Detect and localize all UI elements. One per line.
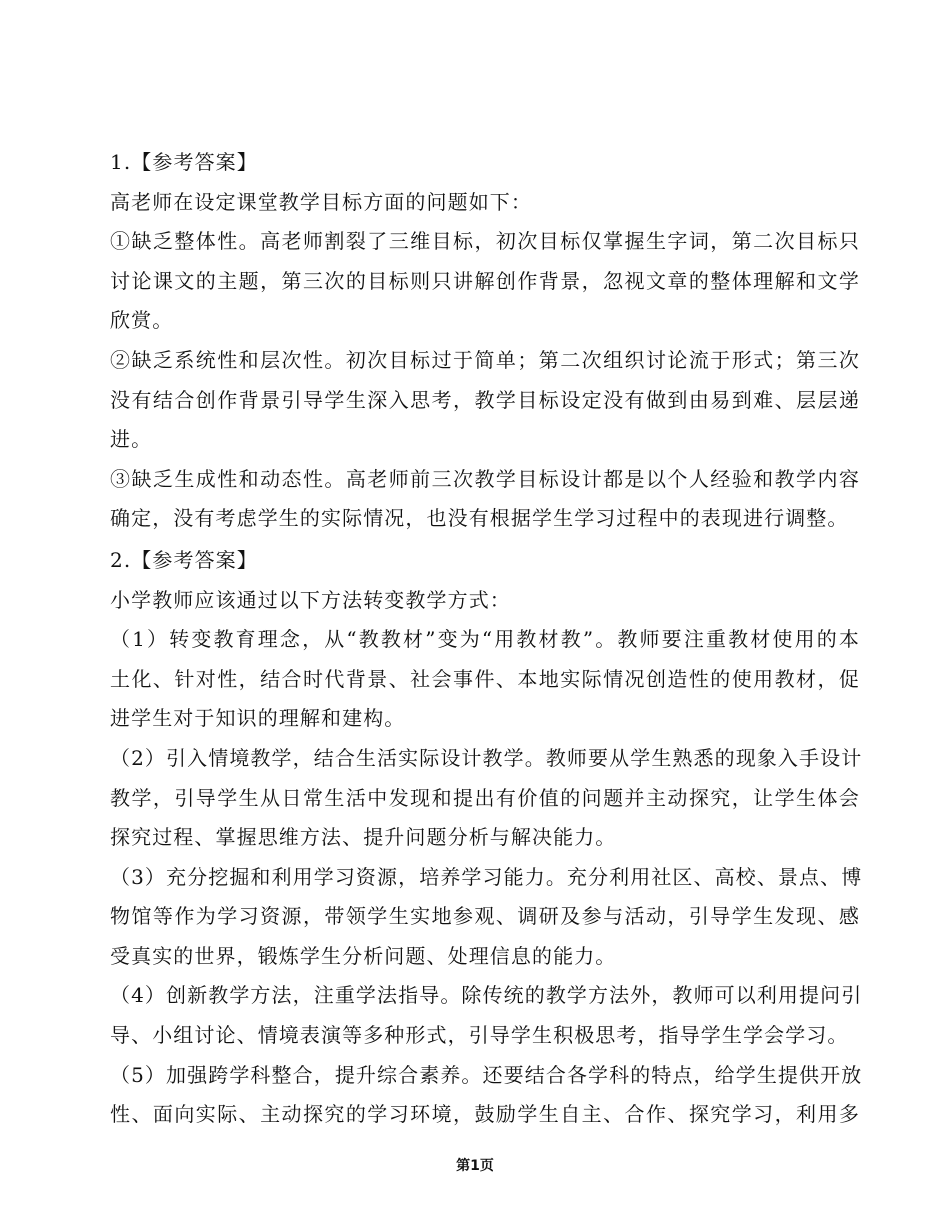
paragraph-line: 欣赏。 bbox=[110, 308, 174, 333]
paragraph-line: （4）创新教学方法，注重学法指导。除传统的教学方法外，教师可以利用提问引 bbox=[110, 983, 863, 1008]
paragraph-line: 探究过程、掌握思维方法、提升问题分析与解决能力。 bbox=[110, 825, 617, 850]
paragraph-line: （5）加强跨学科整合，提升综合素养。还要结合各学科的特点，给学生提供开放 bbox=[110, 1062, 863, 1087]
paragraph-line: 教学，引导学生从日常生活中发现和提出有价值的问题并主动探究，让学生体会 bbox=[110, 785, 860, 810]
paragraph-line: 进学生对于知识的理解和建构。 bbox=[110, 706, 406, 731]
section-heading: 1.【参考答案】 bbox=[110, 150, 258, 174]
section-intro: 小学教师应该通过以下方法转变教学方式： bbox=[110, 587, 511, 612]
paragraph-line: 没有结合创作背景引导学生深入思考，教学目标设定没有做到由易到难、层层递 bbox=[110, 387, 860, 412]
section-intro: 高老师在设定课堂教学目标方面的问题如下： bbox=[110, 189, 532, 214]
page-number: 第1页 bbox=[456, 1158, 494, 1174]
paragraph-line: ②缺乏系统性和层次性。初次目标过于简单；第二次组织讨论流于形式；第三次 bbox=[110, 347, 860, 372]
document-page bbox=[110, 143, 863, 1135]
paragraph-line: 讨论课文的主题，第三次的目标则只讲解创作背景，忽视文章的整体理解和文学 bbox=[110, 268, 860, 293]
paragraph-line: 受真实的世界，锻炼学生分析问题、处理信息的能力。 bbox=[110, 943, 617, 968]
paragraph-line: 物馆等作为学习资源，带领学生实地参观、调研及参与活动，引导学生发现、感 bbox=[110, 904, 860, 929]
paragraph-line: （2）引入情境教学，结合生活实际设计教学。教师要从学生熟悉的现象入手设计 bbox=[110, 745, 863, 770]
paragraph-line: （1）转变教育理念，从“教教材”变为“用教材教”。教师要注重教材使用的本 bbox=[110, 627, 860, 652]
paragraph-line: 进。 bbox=[110, 427, 153, 452]
paragraph-line: （3）充分挖掘和利用学习资源，培养学习能力。充分利用社区、高校、景点、博 bbox=[110, 864, 863, 889]
paragraph-line: ①缺乏整体性。高老师割裂了三维目标，初次目标仅掌握生字词，第二次目标只 bbox=[110, 229, 860, 254]
paragraph-line: ③缺乏生成性和动态性。高老师前三次教学目标设计都是以个人经验和教学内容 bbox=[110, 466, 860, 491]
paragraph-line: 土化、针对性，结合时代背景、社会事件、本地实际情况创造性的使用教材，促 bbox=[110, 666, 860, 691]
paragraph-line: 确定，没有考虑学生的实际情况，也没有根据学生学习过程中的表现进行调整。 bbox=[110, 506, 849, 531]
paragraph-line: 性、面向实际、主动探究的学习环境，鼓励学生自主、合作、探究学习，利用多 bbox=[110, 1102, 860, 1127]
section-heading: 2.【参考答案】 bbox=[110, 547, 258, 572]
paragraph-line: 导、小组讨论、情境表演等多种形式，引导学生积极思考，指导学生学会学习。 bbox=[110, 1023, 849, 1048]
